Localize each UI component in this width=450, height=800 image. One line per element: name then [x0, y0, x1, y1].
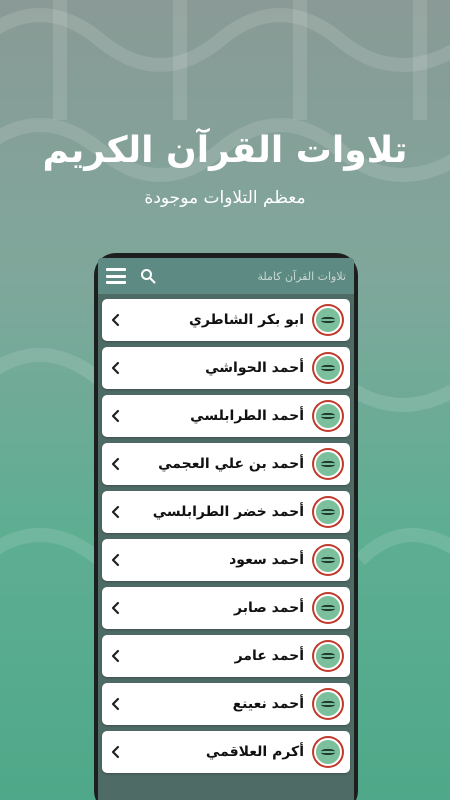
- reciter-name: أحمد بن علي العجمي: [158, 456, 304, 472]
- phone-screen: [98, 258, 354, 800]
- reciter-name: أحمد نعينع: [232, 696, 304, 712]
- reciter-avatar: [312, 400, 344, 432]
- search-icon[interactable]: [140, 268, 156, 284]
- reciter-avatar: [312, 448, 344, 480]
- reciter-name: أكرم العلاقمي: [205, 744, 304, 760]
- chevron-left-icon: [110, 457, 122, 471]
- hero-subtitle: معظم التلاوات موجودة: [144, 188, 306, 208]
- reciter-name: ابو بكر الشاطري: [189, 312, 304, 328]
- reciter-item[interactable]: [102, 299, 350, 341]
- reciter-avatar: [312, 304, 344, 336]
- reciter-item[interactable]: [102, 587, 350, 629]
- reciter-item[interactable]: [102, 347, 350, 389]
- reciter-list: [98, 294, 354, 773]
- reciter-avatar: [312, 352, 344, 384]
- reciter-avatar: [312, 544, 344, 576]
- chevron-left-icon: [110, 553, 122, 567]
- reciter-item[interactable]: [102, 683, 350, 725]
- chevron-left-icon: [110, 505, 122, 519]
- app-bar: [98, 258, 354, 294]
- reciter-item[interactable]: [102, 731, 350, 773]
- reciter-item[interactable]: [102, 539, 350, 581]
- chevron-left-icon: [110, 409, 122, 423]
- chevron-left-icon: [110, 745, 122, 759]
- chevron-left-icon: [110, 649, 122, 663]
- hamburger-menu-icon[interactable]: [106, 268, 126, 284]
- hero-title: تلاوات القرآن الكريم: [42, 130, 408, 171]
- reciter-item[interactable]: [102, 395, 350, 437]
- chevron-left-icon: [110, 601, 122, 615]
- reciter-avatar: [312, 688, 344, 720]
- reciter-name: أحمد عامر: [234, 648, 304, 664]
- reciter-avatar: [312, 496, 344, 528]
- reciter-avatar: [312, 640, 344, 672]
- app-bar-actions: [106, 268, 156, 284]
- chevron-left-icon: [110, 361, 122, 375]
- app-bar-title: تلاوات القرآن كاملة: [257, 269, 346, 283]
- chevron-left-icon: [110, 697, 122, 711]
- reciter-name: أحمد سعود: [229, 552, 304, 568]
- reciter-avatar: [312, 592, 344, 624]
- chevron-left-icon: [110, 313, 122, 327]
- reciter-item[interactable]: [102, 635, 350, 677]
- reciter-name: أحمد الحواشي: [205, 360, 304, 376]
- reciter-name: أحمد صابر: [234, 600, 304, 616]
- reciter-name: أحمد الطرابلسي: [190, 408, 304, 424]
- reciter-item[interactable]: [102, 443, 350, 485]
- reciter-name: أحمد خضر الطرابلسي: [152, 504, 304, 520]
- reciter-avatar: [312, 736, 344, 768]
- reciter-item[interactable]: [102, 491, 350, 533]
